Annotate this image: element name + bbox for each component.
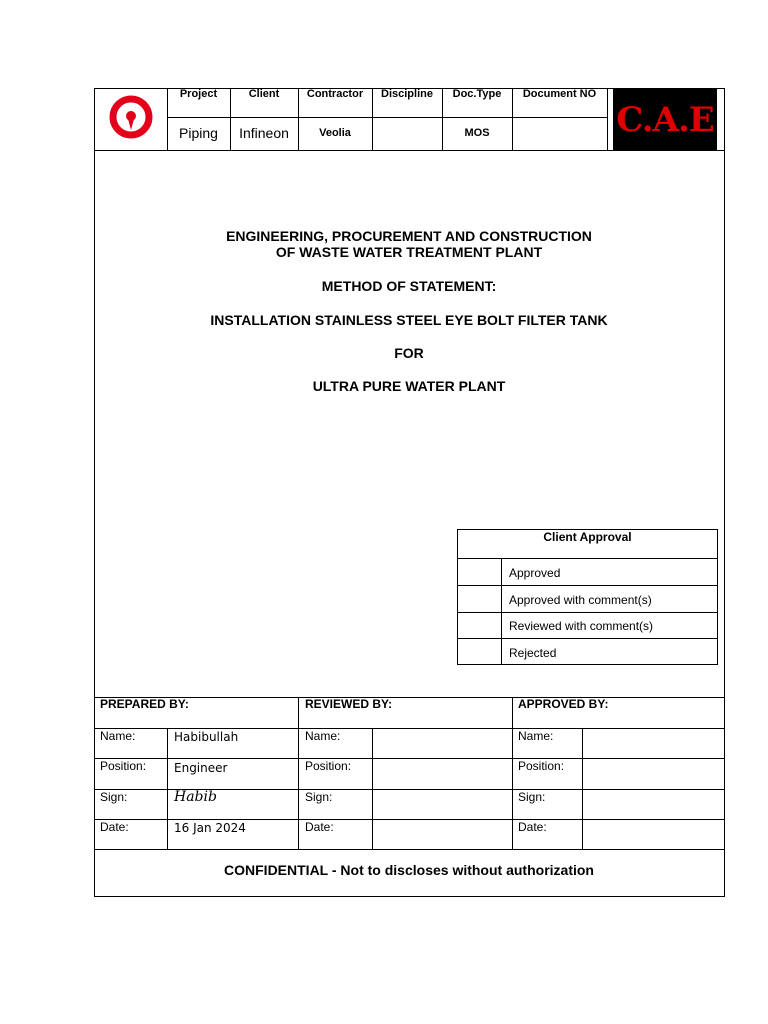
col-header-document-no: Document NO [522, 88, 597, 100]
reviewed-by-heading: REVIEWED BY: [305, 697, 393, 711]
reviewed-position-label: Position: [305, 759, 352, 773]
prepared-sign-label: Sign: [100, 790, 128, 804]
client-approval-heading: Client Approval [543, 530, 632, 544]
approved-sign-label: Sign: [518, 790, 546, 804]
client-value: Infineon [239, 125, 289, 141]
method-statement-subject: INSTALLATION STAINLESS STEEL EYE BOLT FILTER TANK [210, 312, 608, 328]
title-line-1: ENGINEERING, PROCUREMENT AND CONSTRUCTION [226, 228, 592, 244]
prepared-name-value: Habibullah [174, 730, 239, 744]
prepared-position-value: Engineer [174, 761, 228, 775]
reviewed-name-label: Name: [305, 729, 341, 743]
prepared-date-label: Date: [100, 820, 129, 834]
brand-logo [613, 89, 717, 150]
reviewed-date-label: Date: [305, 820, 334, 834]
approved-date-label: Date: [518, 820, 547, 834]
col-header-doctype: Doc.Type [452, 88, 502, 100]
approved-position-label: Position: [518, 759, 565, 773]
reviewed-with-comments-checkbox[interactable] [458, 613, 501, 638]
option-approved-with-comments: Approved with comment(s) [509, 593, 652, 607]
prepared-signature: Habib [174, 789, 217, 805]
col-header-discipline: Discipline [381, 88, 433, 100]
doctype-value: MOS [464, 127, 490, 139]
col-header-contractor: Contractor [306, 88, 364, 100]
method-statement-heading: METHOD OF STATEMENT: [321, 278, 497, 294]
reviewed-sign-label: Sign: [305, 790, 333, 804]
prepared-name-label: Name: [100, 729, 136, 743]
title-plant: ULTRA PURE WATER PLANT [312, 378, 506, 394]
brand-logo-text: C.A.E [616, 99, 714, 140]
contractor-value: Veolia [319, 127, 351, 139]
col-header-project: Project [179, 88, 218, 100]
title-line-2: OF WASTE WATER TREATMENT PLANT [275, 244, 543, 260]
prepared-position-label: Position: [100, 759, 147, 773]
prepared-date-value: 16 Jan 2024 [174, 821, 246, 835]
client-approval-table [457, 529, 718, 665]
confidential-notice: CONFIDENTIAL - Not to discloses without authorization [224, 862, 594, 878]
col-header-client: Client [248, 88, 280, 100]
project-value: Piping [179, 125, 218, 141]
option-reviewed-with-comments: Reviewed with comment(s) [509, 619, 654, 633]
option-rejected: Rejected [509, 646, 557, 660]
approved-checkbox[interactable] [458, 559, 501, 585]
prepared-by-heading: PREPARED BY: [100, 697, 189, 711]
rejected-checkbox[interactable] [458, 639, 501, 665]
approved-name-label: Name: [518, 729, 554, 743]
option-approved: Approved [509, 566, 561, 580]
approved-with-comments-checkbox[interactable] [458, 586, 501, 612]
title-for: FOR [394, 345, 424, 361]
approved-by-heading: APPROVED BY: [518, 697, 609, 711]
company-logo [108, 94, 154, 140]
